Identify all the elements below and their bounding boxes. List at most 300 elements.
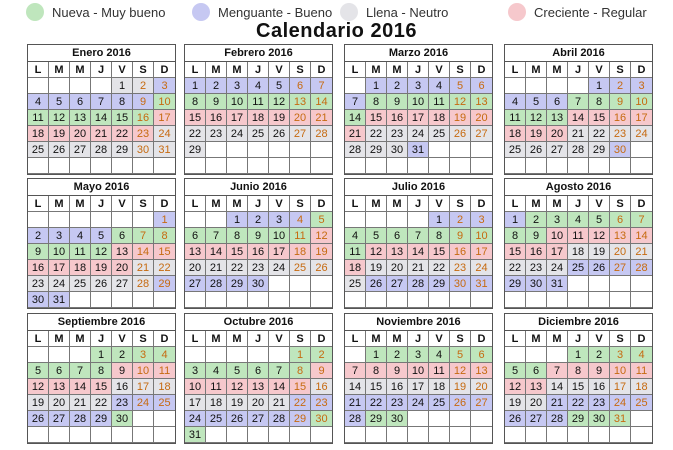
day-cell: 23 bbox=[526, 260, 547, 276]
day-cell: 5 bbox=[269, 78, 290, 94]
day-cell: 11 bbox=[290, 228, 311, 244]
day-cell: 20 bbox=[471, 379, 492, 395]
empty-cell bbox=[28, 347, 49, 363]
day-cell: 13 bbox=[185, 244, 206, 260]
day-cell: 26 bbox=[589, 260, 610, 276]
weekday-header: D bbox=[311, 196, 332, 212]
day-cell: 23 bbox=[248, 260, 269, 276]
day-cell: 13 bbox=[248, 379, 269, 395]
day-cell: 20 bbox=[610, 244, 631, 260]
empty-cell bbox=[269, 427, 290, 443]
day-cell: 25 bbox=[290, 260, 311, 276]
weekday-header: V bbox=[589, 62, 610, 78]
day-cell: 30 bbox=[526, 276, 547, 292]
weekday-header: L bbox=[185, 62, 206, 78]
empty-cell bbox=[290, 142, 311, 158]
day-cell: 24 bbox=[631, 126, 652, 142]
day-cell: 28 bbox=[631, 260, 652, 276]
weekday-header: M bbox=[227, 196, 248, 212]
day-cell: 17 bbox=[269, 244, 290, 260]
month-grid bbox=[185, 331, 332, 443]
day-cell: 29 bbox=[429, 276, 450, 292]
day-cell: 22 bbox=[505, 260, 526, 276]
day-cell: 4 bbox=[248, 78, 269, 94]
day-cell: 1 bbox=[227, 212, 248, 228]
empty-cell bbox=[505, 158, 526, 174]
day-cell: 15 bbox=[589, 110, 610, 126]
weekday-header: L bbox=[505, 196, 526, 212]
weekday-header: J bbox=[408, 196, 429, 212]
weekday-header: M bbox=[547, 62, 568, 78]
day-cell: 17 bbox=[408, 379, 429, 395]
day-cell: 1 bbox=[112, 78, 133, 94]
day-cell: 14 bbox=[345, 110, 366, 126]
day-cell: 18 bbox=[28, 126, 49, 142]
day-cell: 9 bbox=[526, 228, 547, 244]
day-cell: 13 bbox=[112, 244, 133, 260]
day-cell: 15 bbox=[366, 379, 387, 395]
day-cell: 2 bbox=[387, 347, 408, 363]
empty-cell bbox=[227, 427, 248, 443]
day-cell: 2 bbox=[28, 228, 49, 244]
weekday-header: S bbox=[610, 196, 631, 212]
day-cell: 24 bbox=[269, 260, 290, 276]
empty-cell bbox=[185, 292, 206, 308]
weekday-header: M bbox=[366, 62, 387, 78]
empty-cell bbox=[589, 276, 610, 292]
month-grid bbox=[505, 62, 652, 174]
empty-cell bbox=[70, 427, 91, 443]
day-cell: 26 bbox=[526, 142, 547, 158]
day-cell: 8 bbox=[112, 94, 133, 110]
day-cell: 26 bbox=[366, 276, 387, 292]
day-cell: 5 bbox=[49, 94, 70, 110]
day-cell: 3 bbox=[631, 78, 652, 94]
weekday-header: L bbox=[185, 331, 206, 347]
empty-cell bbox=[91, 292, 112, 308]
day-cell: 15 bbox=[505, 244, 526, 260]
empty-cell bbox=[568, 158, 589, 174]
month-title: Abril 2016 bbox=[505, 45, 652, 62]
day-cell: 25 bbox=[154, 395, 175, 411]
empty-cell bbox=[505, 347, 526, 363]
weekday-header: S bbox=[610, 62, 631, 78]
day-cell: 24 bbox=[408, 395, 429, 411]
day-cell: 10 bbox=[631, 94, 652, 110]
empty-cell bbox=[227, 292, 248, 308]
day-cell: 23 bbox=[311, 395, 332, 411]
day-cell: 16 bbox=[133, 110, 154, 126]
month-grid bbox=[345, 331, 492, 443]
day-cell: 9 bbox=[450, 228, 471, 244]
weekday-header: D bbox=[471, 196, 492, 212]
day-cell: 11 bbox=[206, 379, 227, 395]
day-cell: 10 bbox=[185, 379, 206, 395]
day-cell: 27 bbox=[185, 276, 206, 292]
day-cell: 14 bbox=[206, 244, 227, 260]
day-cell: 30 bbox=[387, 142, 408, 158]
day-cell: 7 bbox=[345, 363, 366, 379]
legend-label: Menguante - Bueno bbox=[218, 4, 333, 20]
empty-cell bbox=[450, 292, 471, 308]
empty-cell bbox=[547, 78, 568, 94]
day-cell: 7 bbox=[547, 363, 568, 379]
day-cell: 29 bbox=[589, 142, 610, 158]
day-cell: 1 bbox=[568, 347, 589, 363]
day-cell: 2 bbox=[206, 78, 227, 94]
empty-cell bbox=[408, 158, 429, 174]
day-cell: 30 bbox=[248, 276, 269, 292]
empty-cell bbox=[631, 411, 652, 427]
empty-cell bbox=[290, 427, 311, 443]
empty-cell bbox=[269, 142, 290, 158]
month-octubre bbox=[184, 313, 333, 444]
empty-cell bbox=[133, 411, 154, 427]
weekday-header: V bbox=[269, 196, 290, 212]
empty-cell bbox=[28, 212, 49, 228]
day-cell: 12 bbox=[450, 363, 471, 379]
day-cell: 12 bbox=[311, 228, 332, 244]
day-cell: 20 bbox=[49, 395, 70, 411]
day-cell: 6 bbox=[70, 94, 91, 110]
empty-cell bbox=[547, 427, 568, 443]
day-cell: 8 bbox=[366, 94, 387, 110]
month-agosto bbox=[504, 178, 653, 309]
empty-cell bbox=[429, 411, 450, 427]
empty-cell bbox=[70, 158, 91, 174]
day-cell: 15 bbox=[429, 244, 450, 260]
month-grid bbox=[185, 196, 332, 308]
day-cell: 11 bbox=[568, 228, 589, 244]
weekday-header: D bbox=[154, 62, 175, 78]
empty-cell bbox=[505, 292, 526, 308]
day-cell: 10 bbox=[49, 244, 70, 260]
empty-cell bbox=[112, 212, 133, 228]
empty-cell bbox=[185, 158, 206, 174]
month-febrero bbox=[184, 44, 333, 175]
empty-cell bbox=[154, 427, 175, 443]
day-cell: 2 bbox=[450, 212, 471, 228]
month-title: Junio 2016 bbox=[185, 179, 332, 196]
day-cell: 31 bbox=[154, 142, 175, 158]
day-cell: 17 bbox=[631, 110, 652, 126]
day-cell: 12 bbox=[526, 110, 547, 126]
empty-cell bbox=[345, 292, 366, 308]
day-cell: 13 bbox=[70, 110, 91, 126]
empty-cell bbox=[112, 427, 133, 443]
empty-cell bbox=[206, 212, 227, 228]
day-cell: 29 bbox=[290, 411, 311, 427]
day-cell: 17 bbox=[471, 244, 492, 260]
day-cell: 28 bbox=[70, 411, 91, 427]
weekday-header: J bbox=[248, 196, 269, 212]
month-title: Noviembre 2016 bbox=[345, 314, 492, 331]
empty-cell bbox=[547, 158, 568, 174]
empty-cell bbox=[185, 212, 206, 228]
empty-cell bbox=[70, 212, 91, 228]
day-cell: 20 bbox=[248, 395, 269, 411]
day-cell: 16 bbox=[526, 244, 547, 260]
weekday-header: D bbox=[631, 331, 652, 347]
day-cell: 8 bbox=[185, 94, 206, 110]
day-cell: 17 bbox=[227, 110, 248, 126]
day-cell: 26 bbox=[91, 276, 112, 292]
empty-cell bbox=[91, 158, 112, 174]
day-cell: 29 bbox=[568, 411, 589, 427]
day-cell: 21 bbox=[311, 110, 332, 126]
day-cell: 16 bbox=[450, 244, 471, 260]
weekday-header: M bbox=[206, 196, 227, 212]
weekday-header: L bbox=[345, 331, 366, 347]
day-cell: 22 bbox=[91, 395, 112, 411]
day-cell: 16 bbox=[112, 379, 133, 395]
day-cell: 20 bbox=[290, 110, 311, 126]
empty-cell bbox=[70, 78, 91, 94]
empty-cell bbox=[408, 212, 429, 228]
month-grid bbox=[185, 62, 332, 174]
day-cell: 11 bbox=[429, 363, 450, 379]
weekday-header: V bbox=[429, 196, 450, 212]
day-cell: 19 bbox=[28, 395, 49, 411]
day-cell: 21 bbox=[91, 126, 112, 142]
day-cell: 26 bbox=[28, 411, 49, 427]
day-cell: 11 bbox=[154, 363, 175, 379]
day-cell: 27 bbox=[610, 260, 631, 276]
day-cell: 27 bbox=[112, 276, 133, 292]
empty-cell bbox=[471, 411, 492, 427]
day-cell: 25 bbox=[429, 126, 450, 142]
day-cell: 23 bbox=[206, 126, 227, 142]
day-cell: 1 bbox=[366, 347, 387, 363]
empty-cell bbox=[568, 276, 589, 292]
empty-cell bbox=[91, 78, 112, 94]
weekday-header: V bbox=[112, 331, 133, 347]
day-cell: 2 bbox=[589, 347, 610, 363]
weekday-header: L bbox=[185, 196, 206, 212]
empty-cell bbox=[227, 158, 248, 174]
day-cell: 28 bbox=[311, 126, 332, 142]
day-cell: 5 bbox=[28, 363, 49, 379]
day-cell: 3 bbox=[133, 347, 154, 363]
day-cell: 22 bbox=[227, 260, 248, 276]
empty-cell bbox=[450, 427, 471, 443]
empty-cell bbox=[154, 411, 175, 427]
day-cell: 2 bbox=[610, 78, 631, 94]
empty-cell bbox=[133, 212, 154, 228]
day-cell: 11 bbox=[28, 110, 49, 126]
day-cell: 27 bbox=[471, 126, 492, 142]
day-cell: 15 bbox=[290, 379, 311, 395]
day-cell: 8 bbox=[154, 228, 175, 244]
day-cell: 16 bbox=[28, 260, 49, 276]
weekday-header: S bbox=[450, 62, 471, 78]
day-cell: 21 bbox=[631, 244, 652, 260]
empty-cell bbox=[311, 158, 332, 174]
day-cell: 31 bbox=[185, 427, 206, 443]
day-cell: 6 bbox=[185, 228, 206, 244]
day-cell: 5 bbox=[227, 363, 248, 379]
day-cell: 31 bbox=[547, 276, 568, 292]
day-cell: 29 bbox=[91, 411, 112, 427]
day-cell: 1 bbox=[154, 212, 175, 228]
empty-cell bbox=[206, 292, 227, 308]
day-cell: 7 bbox=[133, 228, 154, 244]
day-cell: 11 bbox=[505, 110, 526, 126]
day-cell: 23 bbox=[387, 395, 408, 411]
day-cell: 9 bbox=[112, 363, 133, 379]
day-cell: 27 bbox=[387, 276, 408, 292]
empty-cell bbox=[269, 276, 290, 292]
empty-cell bbox=[429, 292, 450, 308]
day-cell: 6 bbox=[112, 228, 133, 244]
day-cell: 14 bbox=[133, 244, 154, 260]
day-cell: 22 bbox=[154, 260, 175, 276]
day-cell: 16 bbox=[387, 110, 408, 126]
weekday-header: D bbox=[631, 62, 652, 78]
empty-cell bbox=[49, 347, 70, 363]
weekday-header: J bbox=[248, 62, 269, 78]
day-cell: 4 bbox=[28, 94, 49, 110]
month-mayo bbox=[27, 178, 176, 309]
day-cell: 14 bbox=[345, 379, 366, 395]
day-cell: 30 bbox=[311, 411, 332, 427]
weekday-header: V bbox=[429, 331, 450, 347]
day-cell: 17 bbox=[185, 395, 206, 411]
day-cell: 3 bbox=[49, 228, 70, 244]
empty-cell bbox=[49, 212, 70, 228]
month-grid bbox=[28, 196, 175, 308]
day-cell: 7 bbox=[408, 228, 429, 244]
day-cell: 27 bbox=[49, 411, 70, 427]
day-cell: 22 bbox=[366, 126, 387, 142]
day-cell: 19 bbox=[311, 244, 332, 260]
weekday-header: S bbox=[133, 62, 154, 78]
day-cell: 27 bbox=[471, 395, 492, 411]
day-cell: 18 bbox=[505, 126, 526, 142]
day-cell: 9 bbox=[589, 363, 610, 379]
day-cell: 12 bbox=[505, 379, 526, 395]
month-junio bbox=[184, 178, 333, 309]
day-cell: 9 bbox=[387, 94, 408, 110]
day-cell: 12 bbox=[269, 94, 290, 110]
day-cell: 13 bbox=[471, 94, 492, 110]
weekday-header: S bbox=[610, 331, 631, 347]
day-cell: 18 bbox=[631, 379, 652, 395]
day-cell: 2 bbox=[387, 78, 408, 94]
empty-cell bbox=[450, 158, 471, 174]
weekday-header: D bbox=[311, 331, 332, 347]
empty-cell bbox=[547, 347, 568, 363]
day-cell: 17 bbox=[408, 110, 429, 126]
empty-cell bbox=[345, 212, 366, 228]
day-cell: 26 bbox=[450, 395, 471, 411]
weekday-header: M bbox=[227, 62, 248, 78]
day-cell: 11 bbox=[429, 94, 450, 110]
day-cell: 13 bbox=[387, 244, 408, 260]
day-cell: 24 bbox=[133, 395, 154, 411]
day-cell: 7 bbox=[269, 363, 290, 379]
empty-cell bbox=[28, 158, 49, 174]
day-cell: 3 bbox=[227, 78, 248, 94]
month-noviembre bbox=[344, 313, 493, 444]
month-grid bbox=[345, 196, 492, 308]
day-cell: 7 bbox=[91, 94, 112, 110]
day-cell: 21 bbox=[568, 126, 589, 142]
day-cell: 11 bbox=[248, 94, 269, 110]
day-cell: 20 bbox=[112, 260, 133, 276]
month-grid bbox=[505, 196, 652, 308]
day-cell: 15 bbox=[91, 379, 112, 395]
weekday-header: D bbox=[311, 62, 332, 78]
day-cell: 30 bbox=[387, 411, 408, 427]
day-cell: 31 bbox=[471, 276, 492, 292]
empty-cell bbox=[311, 276, 332, 292]
day-cell: 5 bbox=[366, 228, 387, 244]
day-cell: 24 bbox=[547, 260, 568, 276]
day-cell: 12 bbox=[227, 379, 248, 395]
day-cell: 6 bbox=[290, 78, 311, 94]
day-cell: 14 bbox=[269, 379, 290, 395]
empty-cell bbox=[345, 427, 366, 443]
empty-cell bbox=[366, 158, 387, 174]
day-cell: 8 bbox=[227, 228, 248, 244]
month-title: Mayo 2016 bbox=[28, 179, 175, 196]
day-cell: 26 bbox=[49, 142, 70, 158]
day-cell: 30 bbox=[28, 292, 49, 308]
day-cell: 14 bbox=[70, 379, 91, 395]
day-cell: 13 bbox=[49, 379, 70, 395]
weekday-header: L bbox=[28, 331, 49, 347]
empty-cell bbox=[366, 427, 387, 443]
day-cell: 5 bbox=[91, 228, 112, 244]
weekday-header: M bbox=[387, 331, 408, 347]
weekday-header: J bbox=[91, 331, 112, 347]
day-cell: 22 bbox=[589, 126, 610, 142]
day-cell: 4 bbox=[505, 94, 526, 110]
day-cell: 12 bbox=[91, 244, 112, 260]
weekday-header: S bbox=[290, 331, 311, 347]
day-cell: 5 bbox=[505, 363, 526, 379]
legend-label: Llena - Neutro bbox=[366, 4, 449, 20]
day-cell: 22 bbox=[366, 395, 387, 411]
day-cell: 27 bbox=[526, 411, 547, 427]
weekday-header: S bbox=[133, 196, 154, 212]
day-cell: 1 bbox=[429, 212, 450, 228]
day-cell: 2 bbox=[248, 212, 269, 228]
weekday-header: S bbox=[450, 331, 471, 347]
day-cell: 24 bbox=[408, 126, 429, 142]
month-title: Julio 2016 bbox=[345, 179, 492, 196]
empty-cell bbox=[70, 347, 91, 363]
weekday-header: V bbox=[112, 62, 133, 78]
day-cell: 29 bbox=[366, 142, 387, 158]
day-cell: 19 bbox=[269, 110, 290, 126]
weekday-header: V bbox=[112, 196, 133, 212]
empty-cell bbox=[610, 276, 631, 292]
day-cell: 9 bbox=[311, 363, 332, 379]
weekday-header: S bbox=[290, 196, 311, 212]
month-grid bbox=[28, 331, 175, 443]
day-cell: 15 bbox=[568, 379, 589, 395]
day-cell: 21 bbox=[269, 395, 290, 411]
day-cell: 26 bbox=[227, 411, 248, 427]
day-cell: 17 bbox=[133, 379, 154, 395]
empty-cell bbox=[49, 78, 70, 94]
day-cell: 6 bbox=[387, 228, 408, 244]
empty-cell bbox=[547, 292, 568, 308]
day-cell: 10 bbox=[133, 363, 154, 379]
day-cell: 18 bbox=[206, 395, 227, 411]
